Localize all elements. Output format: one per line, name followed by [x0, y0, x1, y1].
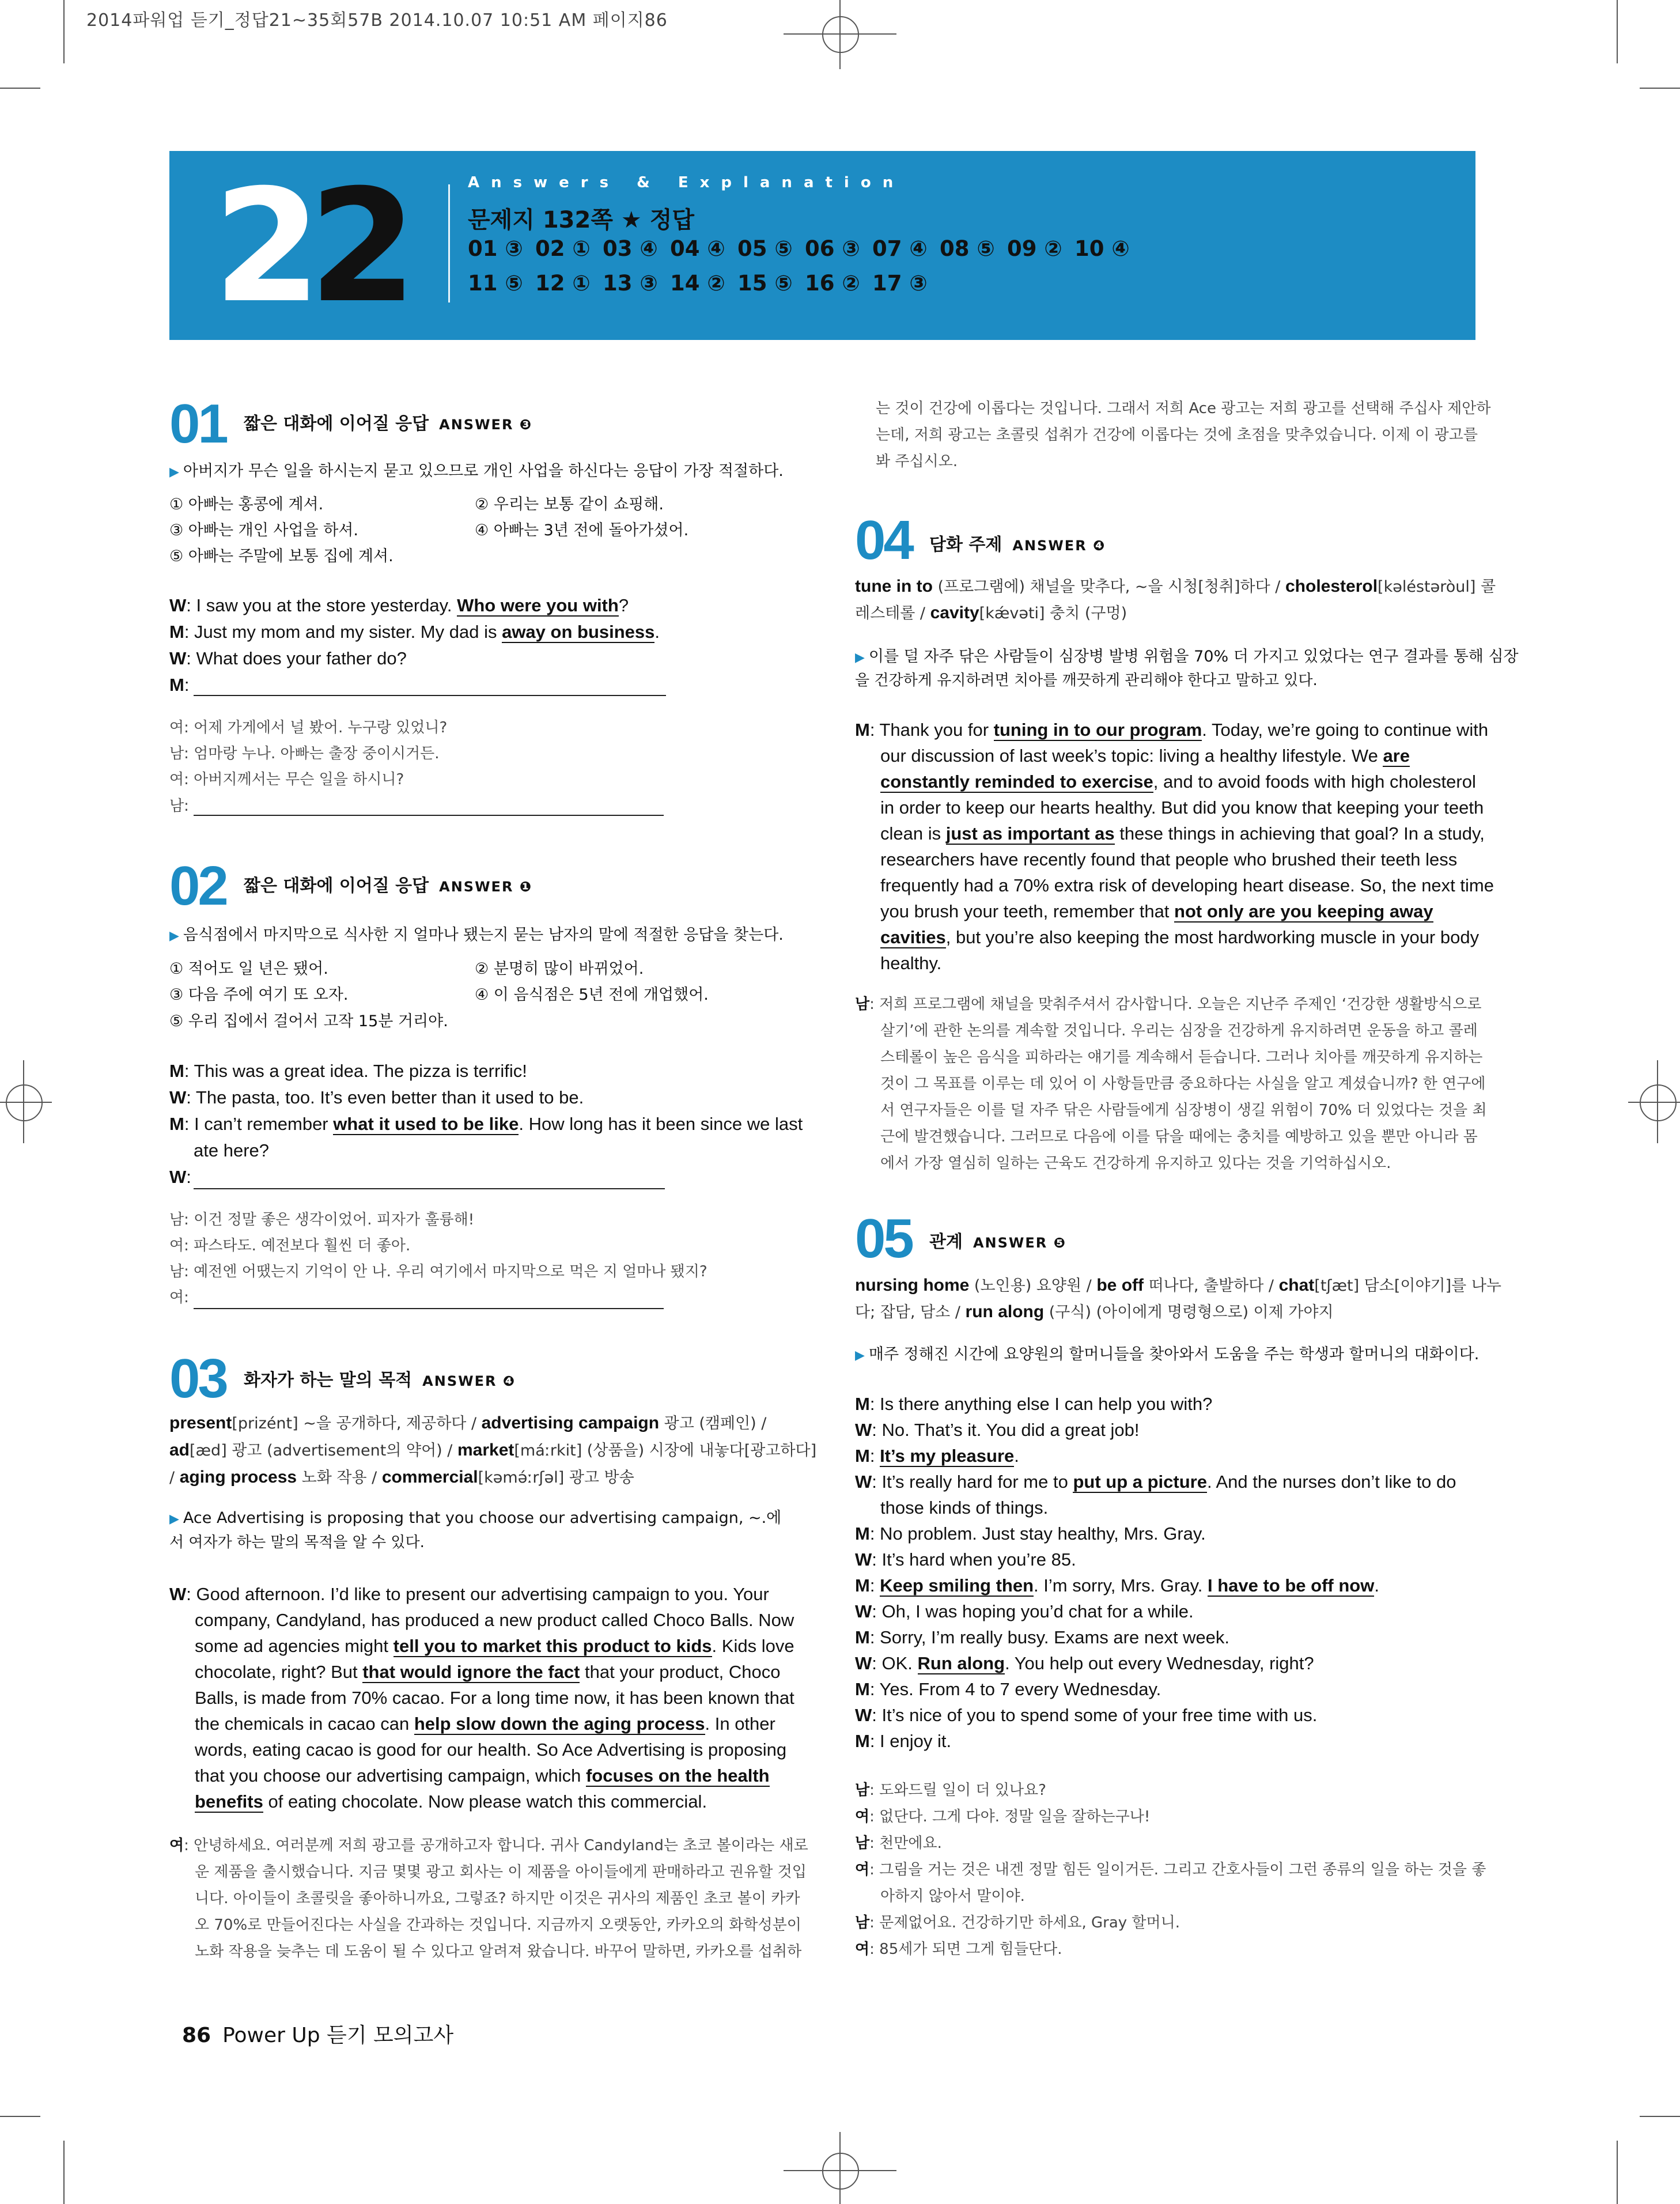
translation-passage	[855, 1777, 1486, 1963]
question-number: 02	[169, 855, 226, 917]
question-title: 관계 ANSWER ❺	[929, 1232, 1066, 1252]
answer-key-item: 16 ②	[805, 271, 860, 296]
passage-line: W: It’s nice of you to spend some of your free time with us.	[855, 1705, 1318, 1725]
answer-key-item: 10 ④	[1074, 236, 1130, 261]
translation-line: 여: 파스타도. 예전보다 훨씬 더 좋아.	[169, 1237, 411, 1254]
translation-line: 운 제품을 출시했습니다. 지금 몇몇 광고 회사는 이 제품을 아이들에게 판매하라고 권유할 것입	[195, 1863, 807, 1881]
answer-key-item: 12 ①	[535, 271, 591, 296]
translation-line: 노화 작용을 늦추는 데 도움이 될 수 있다고 알려져 왔습니다. 바꾸어 말하면, 카카오를 섭취하	[195, 1943, 802, 1960]
translation-line: 남: 저희 프로그램에 채널을 맞춰주셔서 감사합니다. 오늘은 지난주 주제인 ‘건강한 생활방식으로	[855, 996, 1482, 1013]
answer-key-item: 11 ⑤	[468, 271, 523, 296]
option: ③ 아빠는 개인 사업을 하셔.	[169, 521, 358, 539]
answer-key-item: 15 ⑤	[737, 271, 793, 296]
registration-mark	[839, 2132, 841, 2204]
translation-line: 것이 그 목표를 이루는 데 있어 이 사항들만큼 중요하다는 사실을 알고 계셨습니까? 한 연구에	[880, 1075, 1486, 1092]
question-title: 화자가 하는 말의 목적 ANSWER ❹	[244, 1370, 516, 1390]
option: ② 우리는 보통 같이 쇼핑해.	[475, 496, 664, 513]
question-title: 담화 주제 ANSWER ❹	[929, 535, 1106, 555]
passage-line: M: It’s my pleasure.	[855, 1446, 1019, 1466]
answer-key-item: 09 ②	[1007, 236, 1062, 261]
passage-line: Balls, is made from 70% cacao. For a long time now, it has been known that	[195, 1688, 794, 1708]
crop-mark	[63, 0, 65, 63]
question-number: 05	[855, 1208, 912, 1269]
dialog-line: W: What does your father do?	[169, 648, 407, 668]
dialog-line: ate here?	[194, 1140, 269, 1160]
banner-divider	[448, 184, 450, 303]
answer-blank[interactable]	[194, 695, 666, 696]
answer-key-item: 08 ⑤	[940, 236, 995, 261]
dialog-line: M: I can’t remember what it used to be like. How long has it been since we last	[169, 1114, 803, 1134]
passage-line: M: No problem. Just stay healthy, Mrs. Gray.	[855, 1523, 1206, 1544]
translation-line: 여: 안녕하세요. 여러분께 저희 광고를 공개하고자 합니다. 귀사 Candyland는 초코 볼이라는 새로	[169, 1837, 808, 1854]
registration-mark	[1628, 1102, 1680, 1103]
banner-label: Answers & Explanation	[468, 174, 905, 191]
answer-key-row-1	[468, 236, 1142, 261]
translation-line: 아하지 않아서 말이야.	[880, 1888, 1025, 1905]
question-number: 01	[169, 393, 226, 455]
translation-line: 에서 가장 열심히 일하는 근육도 건강하게 유지하고 있다는 것을 기억하십시오.	[880, 1155, 1391, 1172]
translation-line: 니다. 아이들이 초콜릿을 좋아하니까요, 그렇죠? 하지만 이것은 귀사의 제품인 초코 볼이 카카	[195, 1890, 800, 1907]
print-header: 2014파워업 듣기_정답21~35회57B 2014.10.07 10:51 AM 페이지86	[86, 10, 668, 31]
answer-key-item: 02 ①	[535, 236, 591, 261]
vocab-line: 다; 잡담, 담소 / run along (구식) (아이에게 명령형으로) 이제 가야지	[855, 1302, 1334, 1321]
crop-mark	[1640, 88, 1680, 89]
translation-passage-cont	[876, 395, 1491, 475]
translation-line: 근에 발견했습니다. 그러므로 다음에 이를 닦을 때에는 충치를 예방하고 있을 뿐만 아니라 몸	[880, 1128, 1478, 1146]
passage-line: company, Candyland, has produced a new product called Choco Balls. Now	[195, 1610, 794, 1630]
translation-line: 는데, 저희 광고는 초콜릿 섭취가 건강에 이롭다는 것에 초점을 맞추었습니다. 이제 이 광고를	[876, 426, 1478, 444]
crop-mark	[1617, 0, 1618, 63]
translation-line: 남: 이건 정말 좋은 생각이었어. 피자가 훌륭해!	[169, 1211, 475, 1228]
dialog-line: W:	[169, 1167, 191, 1187]
question-summary: ▶ 아버지가 무슨 일을 하시는지 묻고 있으므로 개인 사업을 하신다는 응답이 가장 적절하다.	[169, 458, 784, 481]
question-summary: ▶ 이를 덜 자주 닦은 사람들이 심장병 발병 위험을 70% 더 가지고 있었다는 연구 결과를 통해 심장	[855, 644, 1519, 666]
dialog-line: M: This was a great idea. The pizza is terrific!	[169, 1061, 527, 1081]
option: ③ 다음 주에 여기 또 오자.	[169, 986, 349, 1004]
option: ① 적어도 일 년은 됐어.	[169, 960, 328, 978]
option: ④ 이 음식점은 5년 전에 개업했어.	[475, 986, 709, 1004]
passage-line: some ad agencies might tell you to market this product to kids. Kids love	[195, 1636, 794, 1656]
vocab-line: / aging process 노화 작용 / commercial[kəmə́ːrʃəl] 광고 방송	[169, 1468, 634, 1487]
passage-line: that you choose our advertising campaign, which focuses on the health	[195, 1766, 770, 1786]
translation-line: 여: 어제 가게에서 널 봤어. 누구랑 있었니?	[169, 719, 448, 736]
page-footer: 86 Power Up 듣기 모의고사	[182, 2024, 454, 2047]
registration-mark	[822, 2153, 859, 2190]
passage-line: the chemicals in cacao can help slow down the aging process. In other	[195, 1714, 775, 1734]
crop-mark	[1640, 2116, 1680, 2117]
vocab-line: 레스테롤 / cavity[kǽvəti] 충치 (구멍)	[855, 603, 1127, 622]
monologue-passage	[169, 1581, 794, 1814]
crop-mark	[0, 2116, 40, 2117]
option: ⑤ 아빠는 주말에 보통 집에 계셔.	[169, 547, 393, 565]
passage-line: W: It’s really hard for me to put up a picture. And the nurses don’t like to do	[855, 1472, 1456, 1492]
passage-line: cavities, but you’re also keeping the most hardworking muscle in your body	[880, 927, 1480, 947]
question-summary: ▶ 매주 정해진 시간에 요양원의 할머니들을 찾아와서 도움을 주는 학생과 할머니의 대화이다.	[855, 1341, 1479, 1364]
question-summary: ▶ Ace Advertising is proposing that you choose our advertising campaign, ~.에	[169, 1505, 781, 1528]
registration-mark	[23, 1060, 24, 1143]
translation-line: 살기’에 관한 논의를 계속할 것입니다. 우리는 심장을 건강하게 유지하려면 운동을 하고 콜레	[880, 1022, 1478, 1039]
dialog-line: M: Just my mom and my sister. My dad is away on business.	[169, 622, 660, 642]
passage-line: constantly reminded to exercise, and to avoid foods with high cholesterol	[880, 772, 1476, 792]
translation-line: 여: 85세가 되면 그게 힘들단다.	[855, 1941, 1062, 1958]
translation-line: 남: 문제없어요. 건강하기만 하세요, Gray 할머니.	[855, 1914, 1180, 1931]
passage-line: M: Is there anything else I can help you with?	[855, 1394, 1213, 1414]
passage-line: W: It’s hard when you’re 85.	[855, 1549, 1076, 1570]
passage-line: M: Sorry, I’m really busy. Exams are next week.	[855, 1627, 1230, 1647]
passage-line: M: I enjoy it.	[855, 1731, 952, 1751]
translation-line: 서 연구자들은 이를 덜 자주 닦은 사람들에게 심장병이 생길 위험이 70% 더 있었다는 것을 최	[880, 1102, 1487, 1119]
passage-line: researchers have recently found that people who brushed their teeth less	[880, 849, 1458, 869]
answer-key-item: 06 ③	[805, 236, 860, 261]
registration-mark	[822, 16, 859, 53]
question-title: 짧은 대화에 이어질 응답 ANSWER ❸	[244, 414, 533, 434]
answer-key-item: 13 ③	[603, 271, 658, 296]
registration-mark	[839, 0, 841, 69]
dialog-line: M:	[169, 675, 190, 695]
translation-line: 남: 예전엔 어땠는지 기억이 안 나. 우리 여기에서 마지막으로 먹은 지 얼마나 됐지?	[169, 1263, 707, 1280]
passage-line: W: Good afternoon. I’d like to present our advertising campaign to you. Your	[169, 1584, 769, 1604]
crop-mark	[63, 2141, 65, 2204]
option: ④ 아빠는 3년 전에 돌아가셨어.	[475, 521, 689, 539]
passage-line: clean is just as important as these things in achieving that goal? In a study,	[880, 823, 1485, 844]
dialog-line: W: I saw you at the store yesterday. Who were you with?	[169, 595, 629, 615]
answer-blank[interactable]	[194, 1308, 664, 1309]
registration-mark	[6, 1084, 43, 1121]
option: ⑤ 우리 집에서 걸어서 고작 15분 거리야.	[169, 1012, 448, 1030]
answer-key-item: 17 ③	[872, 271, 928, 296]
passage-line: benefits of eating chocolate. Now please watch this commercial.	[195, 1791, 707, 1812]
registration-mark	[0, 1102, 52, 1103]
question-summary-cont: 서 여자가 하는 말의 목적을 알 수 있다.	[169, 1534, 425, 1551]
passage-line: you brush your teeth, remember that not only are you keeping away	[880, 901, 1433, 921]
translation-line: 남:	[169, 797, 189, 815]
dialog-line: W: The pasta, too. It’s even better than it used to be.	[169, 1087, 584, 1107]
monologue-passage	[855, 717, 1494, 976]
answer-blank[interactable]	[194, 815, 664, 816]
passage-line: our discussion of last week’s topic: living a healthy lifestyle. We are	[880, 746, 1410, 766]
option: ① 아빠는 홍콩에 계셔.	[169, 496, 324, 513]
translation-line: 스테롤이 높은 음식을 피하라는 얘기를 계속해서 듣습니다. 그러나 치아를 깨끗하게 유지하는	[880, 1049, 1483, 1066]
passage-line: frequently had a 70% extra risk of developing heart disease. So, the next time	[880, 875, 1494, 895]
registration-mark	[1640, 1084, 1677, 1121]
answer-key-item: 04 ④	[670, 236, 725, 261]
translation-line: 남: 도와드릴 일이 더 있나요?	[855, 1782, 1046, 1799]
answer-key-row-2	[468, 271, 940, 296]
answer-key-item: 05 ⑤	[737, 236, 793, 261]
passage-line: chocolate, right? But that would ignore the fact that your product, Choco	[195, 1662, 781, 1682]
vocab-line: present[prizént] ~을 공개하다, 제공하다 / advertising campaign 광고 (캠페인) /	[169, 1413, 767, 1432]
question-summary: ▶ 음식점에서 마지막으로 식사한 지 얼마나 됐는지 묻는 남자의 말에 적절한 응답을 찾는다.	[169, 922, 784, 944]
answer-key-item: 07 ④	[872, 236, 928, 261]
question-number: 04	[855, 509, 912, 571]
crop-mark	[1617, 2141, 1618, 2204]
translation-line: 여: 아버지께서는 무슨 일을 하시니?	[169, 771, 404, 788]
vocab-line: tune in to (프로그램에) 채널을 맞추다, ~을 시청[청취]하다 / cholesterol[kəléstəròul] 콜	[855, 577, 1496, 596]
crop-mark	[0, 88, 40, 89]
translation-line: 여: 없단다. 그게 다야. 정말 일을 잘하는구나!	[855, 1808, 1151, 1825]
vocab-line: nursing home (노인용) 요양원 / be off 떠나다, 출발하다 / chat[tʃæt] 담소[이야기]를 나누	[855, 1276, 1501, 1295]
translation-passage	[855, 991, 1487, 1177]
answer-blank[interactable]	[194, 1188, 665, 1189]
translation-line: 오 70%로 만들어진다는 사실을 간과하는 것입니다. 지금까지 오랫동안, 카카오의 화학성분이	[195, 1916, 801, 1934]
question-summary-cont: 을 건강하게 유지하려면 치아를 깨끗하게 관리해야 한다고 말하고 있다.	[855, 672, 1318, 689]
passage-line: in order to keep our hearts healthy. But did you know that keeping your teeth	[880, 797, 1484, 818]
option: ② 분명히 많이 바뀌었어.	[475, 960, 644, 978]
banner-title: 문제지 132쪽 ★ 정답	[468, 207, 694, 233]
translation-line: 는 것이 건강에 이롭다는 것입니다. 그래서 저희 Ace 광고는 저희 광고를 선택해 주십사 제안하	[876, 400, 1491, 417]
registration-mark	[1657, 1060, 1658, 1143]
translation-line: 남: 엄마랑 누나. 아빠는 출장 중이시거든.	[169, 745, 440, 762]
dialog-passage	[855, 1391, 1456, 1754]
question-number: 03	[169, 1348, 226, 1409]
translation-line: 남: 천만에요.	[855, 1835, 942, 1852]
passage-line: those kinds of things.	[880, 1498, 1049, 1518]
passage-line: words, eating cacao is good for our health. So Ace Advertising is proposing	[195, 1740, 787, 1760]
answer-key-item: 01 ③	[468, 236, 523, 261]
passage-line: M: Thank you for tuning in to our program. Today, we’re going to continue with	[855, 720, 1489, 740]
translation-line: 여: 그림을 거는 것은 내겐 정말 힘든 일이거든. 그리고 간호사들이 그런 종류의 일을 하는 것을 좋	[855, 1861, 1486, 1878]
question-title: 짧은 대화에 이어질 응답 ANSWER ❶	[244, 876, 533, 896]
passage-line: M: Yes. From 4 to 7 every Wednesday.	[855, 1679, 1161, 1699]
passage-line: W: Oh, I was hoping you’d chat for a while.	[855, 1601, 1194, 1621]
passage-line: W: No. That’s it. You did a great job!	[855, 1420, 1140, 1440]
test-number: 22	[213, 156, 404, 337]
vocab-line: ad[æd] 광고 (advertisement의 약어) / market[máːrkit] (상품을) 시장에 내놓다[광고하다]	[169, 1441, 817, 1460]
passage-line: healthy.	[880, 953, 942, 973]
passage-line: W: OK. Run along. You help out every Wednesday, right?	[855, 1653, 1314, 1673]
translation-passage	[169, 1832, 808, 1965]
translation-line: 여:	[169, 1289, 189, 1306]
translation-line: 봐 주십시오.	[876, 453, 958, 470]
answer-key-item: 03 ④	[603, 236, 658, 261]
answer-key-item: 14 ②	[670, 271, 725, 296]
passage-line: M: Keep smiling then. I’m sorry, Mrs. Gray. I have to be off now.	[855, 1575, 1379, 1596]
